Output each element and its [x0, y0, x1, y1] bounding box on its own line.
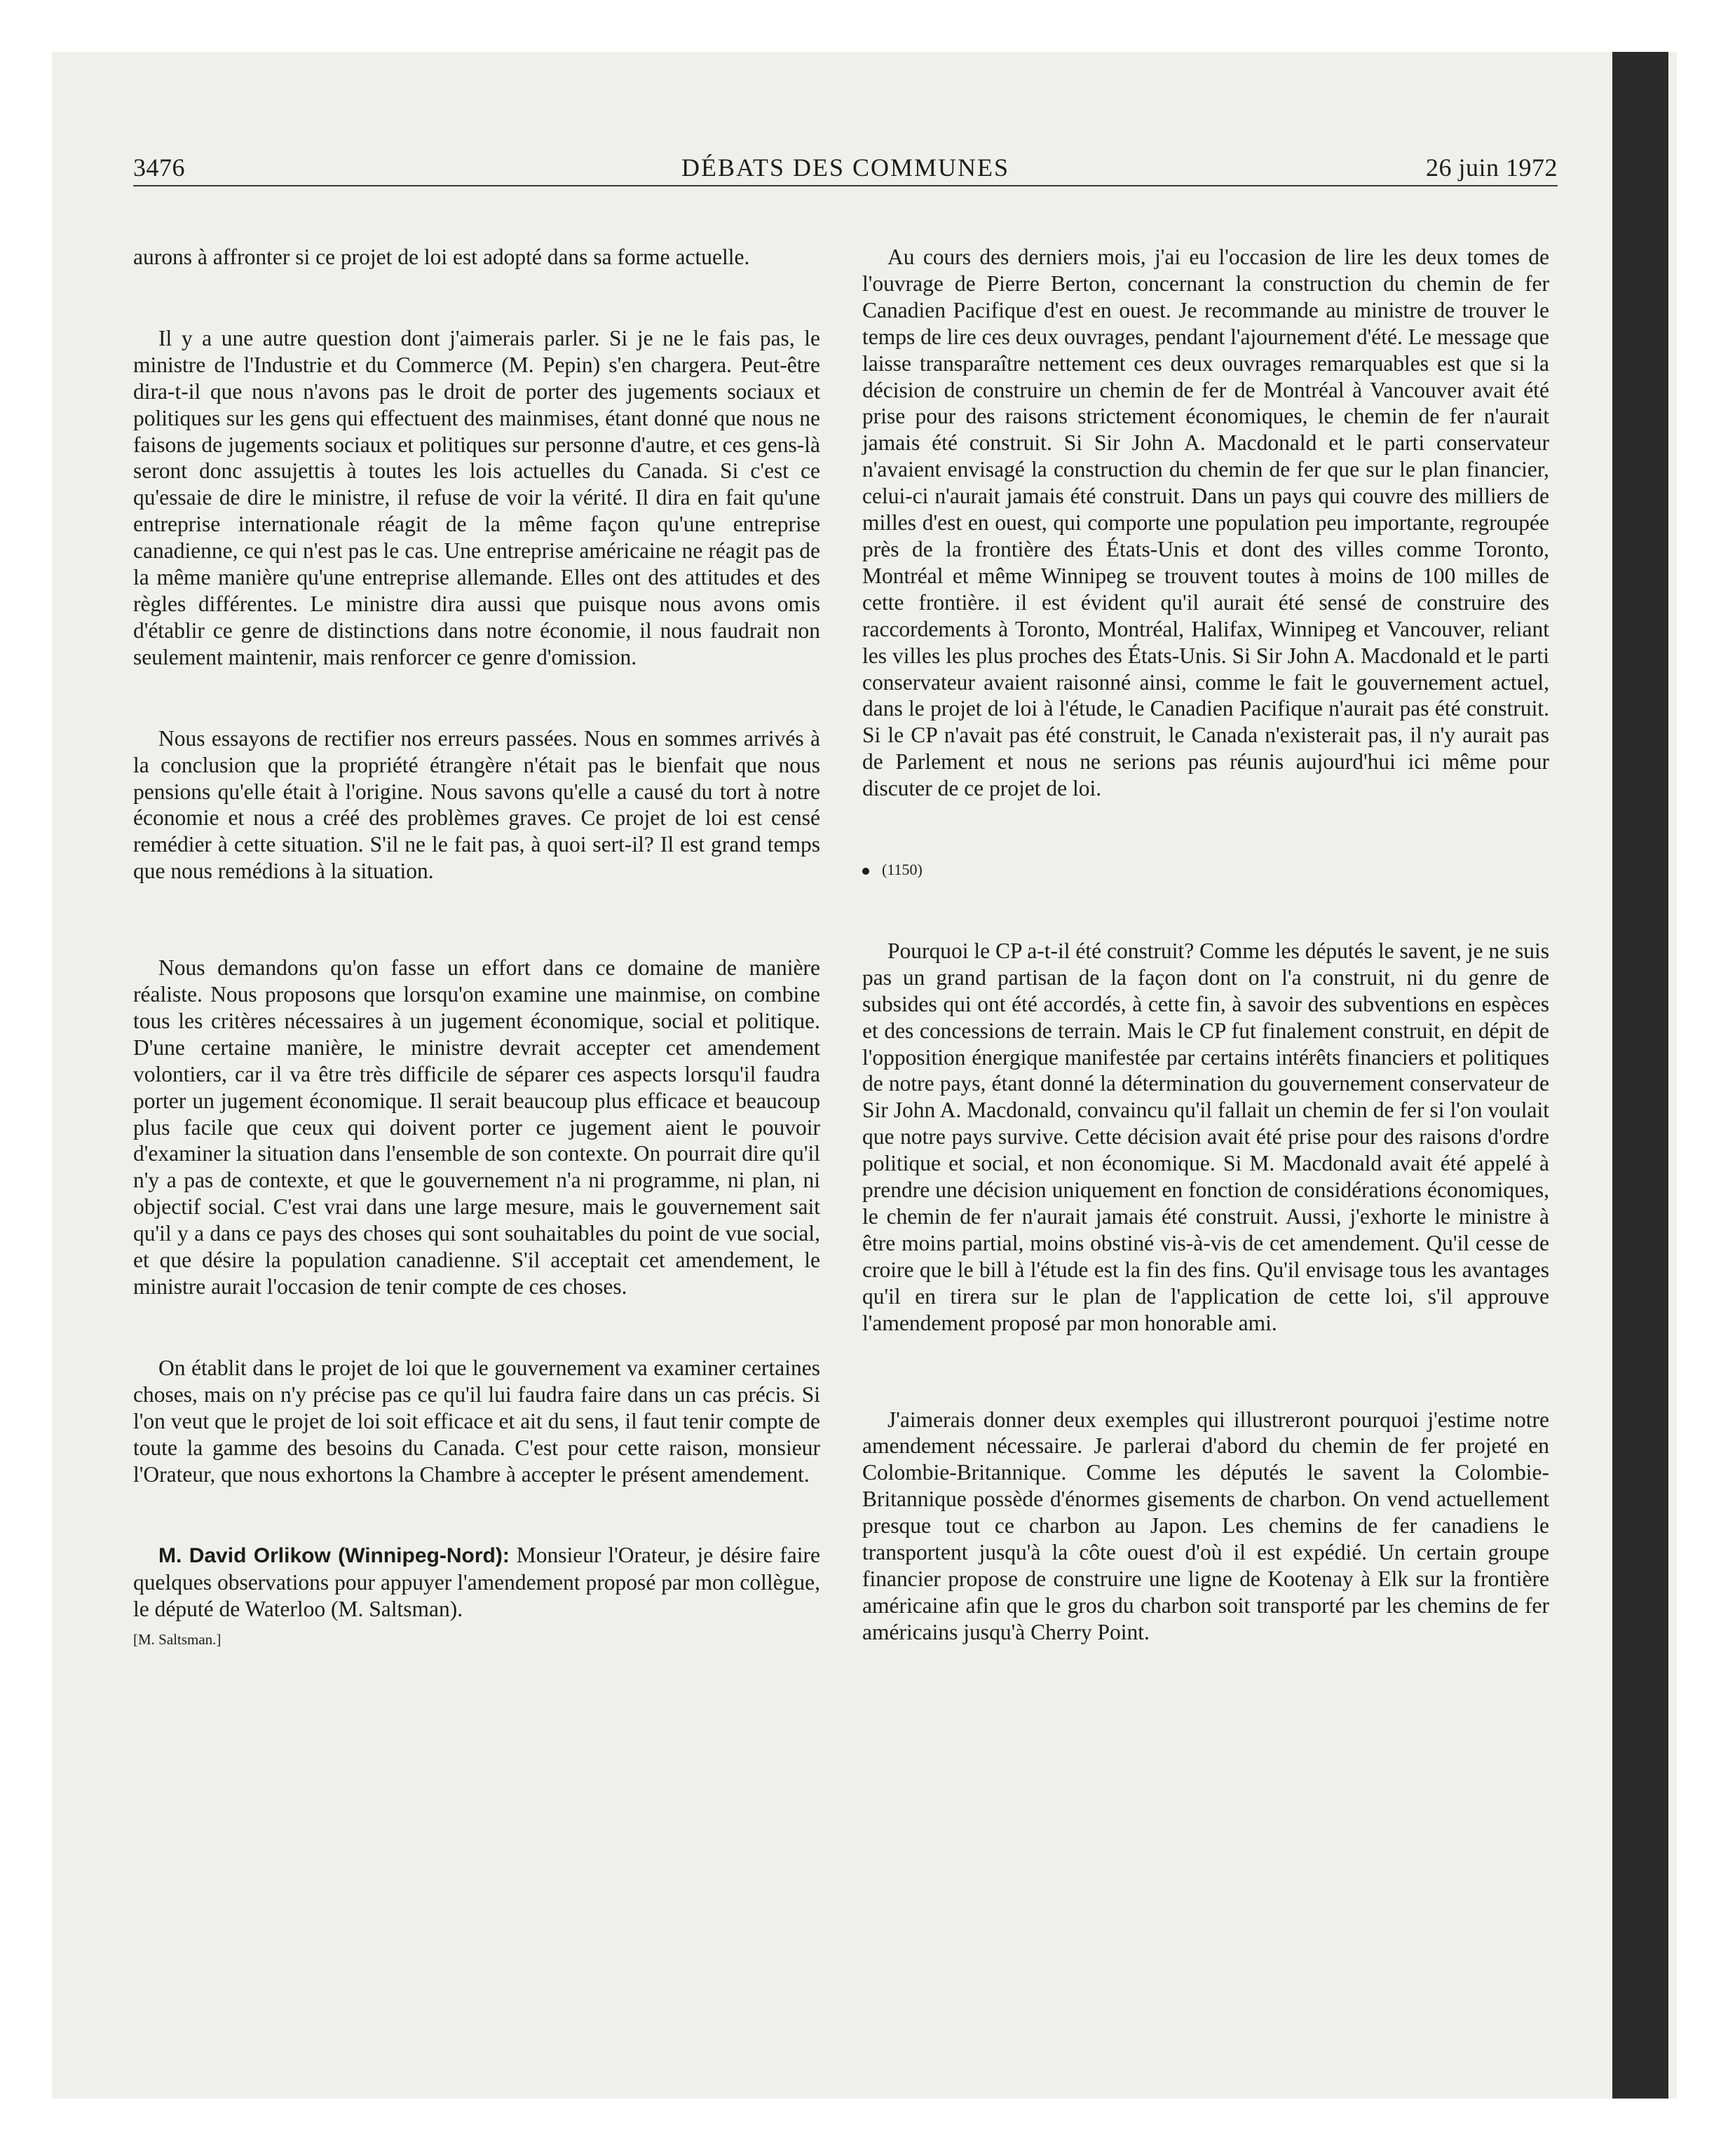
- header-rule: [133, 185, 1558, 186]
- paragraph: Il y a une autre question dont j'aimerais parler. Si je ne le fais pas, le ministre de l'Industrie et du Commerce (M. Pepin) s'en chargera. Peut-être dira-t-il que nous n'avons pas le droit de porter des jugements sociaux et politiques sur les gens qui effectuent des mainmises, étant donné que nous ne faisons de jugements sociaux et politiques sur personne d'autre, et ces gens-là seront donc assujettis à toutes les lois actuelles du Canada. Si c'est ce qu'essaie de dire le ministre, il refuse de voir la vérité. Il dira en fait qu'une entreprise internationale réagit de la même façon qu'une entreprise canadienne, ce qui n'est pas le cas. Une entreprise américaine ne réagit pas de la même manière qu'une entreprise allemande. Elles ont des attitudes et des règles différentes. Le ministre dira aussi que puisque nous avons omis d'établir ce genre de distinctions dans notre économie, il nous faudrait non seulement maintenir, mais renforcer ce genre d'omission.: [133, 325, 820, 669]
- left-column: [133, 244, 820, 1653]
- page-header: [133, 153, 1558, 189]
- speaker-text: Monsieur l'Orateur, je désire faire quelques observations pour appuyer l'amendement proposé par mon collègue, le député de Waterloo (M. Saltsman).: [133, 1543, 820, 1622]
- speaker-marker: [M. Saltsman.]: [133, 1631, 222, 1649]
- scan-binding-edge: [1612, 52, 1668, 2099]
- timestamp: [862, 857, 1549, 883]
- bullet-icon: [862, 868, 869, 875]
- paragraph: Nous essayons de rectifier nos erreurs passées. Nous en sommes arrivés à la conclusion que la propriété étrangère n'était pas le bienfait que nous pensions qu'elle était à l'origine. Nous savons qu'elle a causé du tort à notre économie et nous a créé des problèmes graves. Ce projet de loi est censé remédier à cette situation. S'il ne le fait pas, à quoi sert-il? Il est grand temps que nous remédions à la situation.: [133, 725, 820, 884]
- page-number: 3476: [133, 153, 185, 182]
- page-date: 26 juin 1972: [1425, 153, 1558, 182]
- paragraph: Au cours des derniers mois, j'ai eu l'occasion de lire les deux tomes de l'ouvrage de Pierre Berton, concernant la construction du chemin de fer Canadien Pacifique d'est en ouest. Je recommande au ministre de trouver le temps de lire ces deux ouvrages, pendant l'ajournement d'été. Le message que laisse transparaître nettement ces deux ouvrages remarquables est que si la décision de construire un chemin de fer de Montréal à Vancouver avait été prise pour des raisons strictement économiques, le chemin de fer n'aurait jamais été construit. Si Sir John A. Macdonald et le parti conservateur n'avaient envisagé la construction du chemin de fer que sur le plan financier, celui-ci n'aurait jamais été construit. Dans un pays qui couvre des milliers de milles d'est en ouest, qui comporte une population peu importante, regroupée près de la frontière des États-Unis et dont des villes comme Toronto, Montréal et même Winnipeg se trouvent toutes à moins de 100 milles de cette frontière. il est évident qu'il aurait été sensé de construire des raccordements à Toronto, Montréal, Halifax, Winnipeg et Vancouver, reliant les villes les plus proches des États-Unis. Si Sir John A. Macdonald et le parti conservateur avaient raisonné ainsi, comme le fait le gouvernement actuel, dans le projet de loi à l'étude, le Canadien Pacifique n'aurait pas été construit. Si le CP n'avait pas été construit, le Canada n'existerait pas, il n'y aurait pas de Parlement et nous ne serions pas réunis aujourd'hui ici même pour discuter de ce projet de loi.: [862, 245, 1549, 801]
- paragraph: J'aimerais donner deux exemples qui illustreront pourquoi j'estime notre amendement nécessaire. Je parlerai d'abord du chemin de fer projeté en Colombie-Britannique. Comme les députés le savent la Colombie-Britannique possède d'énormes gisements de charbon. On vend actuellement presque tout ce charbon au Japon. Les chemins de fer canadiens le transportent jusqu'à la côte ouest d'où il est expédié. Un certain groupe financier propose de construire une ligne de Kootenay à Elk sur la frontière américaine afin que le gros du charbon soit transporté par les chemins de fer américains jusqu'à Cherry Point.: [862, 1407, 1549, 1644]
- publication-title: DÉBATS DES COMMUNES: [681, 153, 1010, 182]
- right-column: [862, 244, 1549, 1646]
- paragraph: Pourquoi le CP a-t-il été construit? Comme les députés le savent, je ne suis pas un grand partisan de la façon dont on l'a construit, ni du genre de subsides qui ont été accordés, à cette fin, à savoir des subventions en espèces et des concessions de terrain. Mais le CP fut finalement construit, en dépit de l'opposition énergique manifestée par certains intérêts financiers et politiques de notre pays, étant donné la détermination du gouvernement conservateur de Sir John A. Macdonald, convaincu qu'il fallait un chemin de fer si l'on voulait que notre pays survive. Cette décision avait été prise pour des raisons d'ordre politique et social, et non économique. Si M. Macdonald avait été appelé à prendre une décision uniquement en fonction de considérations économiques, le chemin de fer n'aurait jamais été construit. Aussi, j'exhorte le ministre à être moins partial, moins obstiné vis-à-vis de cet amendement. Qu'il cesse de croire que le bill à l'étude est la fin des fins. Qu'il envisage tous les avantages qu'il en tirera sur le plan de l'application de cette loi, s'il approuve l'amendement proposé par mon honorable ami.: [862, 938, 1549, 1335]
- paragraph: aurons à affronter si ce projet de loi est adopté dans sa forme actuelle.: [133, 245, 750, 269]
- paragraph: Nous demandons qu'on fasse un effort dans ce domaine de manière réaliste. Nous proposons que lorsqu'on examine une mainmise, on combine tous les critères nécessaires à un jugement économique, social et politique. D'une certaine manière, le ministre devrait accepter cet amendement volontiers, car il va être très difficile de séparer ces aspects lorsqu'il faudra porter un jugement économique. Il serait beaucoup plus efficace et beaucoup plus facile que ceux qui doivent porter ce jugement aient le pouvoir d'examiner la situation dans l'ensemble de son contexte. On pourrait dire qu'il n'y a pas de contexte, et que le gouvernement n'a ni programme, ni plan, ni objectif social. C'est vrai dans une large mesure, mais le gouvernement sait qu'il y a dans ce pays des choses qui sont souhaitables du point de vue social, et que désire la population canadienne. S'il acceptait cet amendement, le ministre aurait l'occasion de tenir compte de ces choses.: [133, 955, 820, 1299]
- speaker-name: M. David Orlikow (Winnipeg-Nord):: [158, 1544, 510, 1568]
- paragraph: On établit dans le projet de loi que le gouvernement va examiner certaines choses, mais on n'y précise pas ce qu'il lui faudra faire dans un cas précis. Si l'on veut que le projet de loi soit efficace et ait du sens, il faut tenir compte de toute la gamme des besoins du Canada. C'est pour cette raison, monsieur l'Orateur, que nous exhortons la Chambre à accepter le présent amendement.: [133, 1355, 820, 1487]
- timestamp-text: (1150): [882, 861, 923, 879]
- speaker-paragraph: [133, 1542, 820, 1623]
